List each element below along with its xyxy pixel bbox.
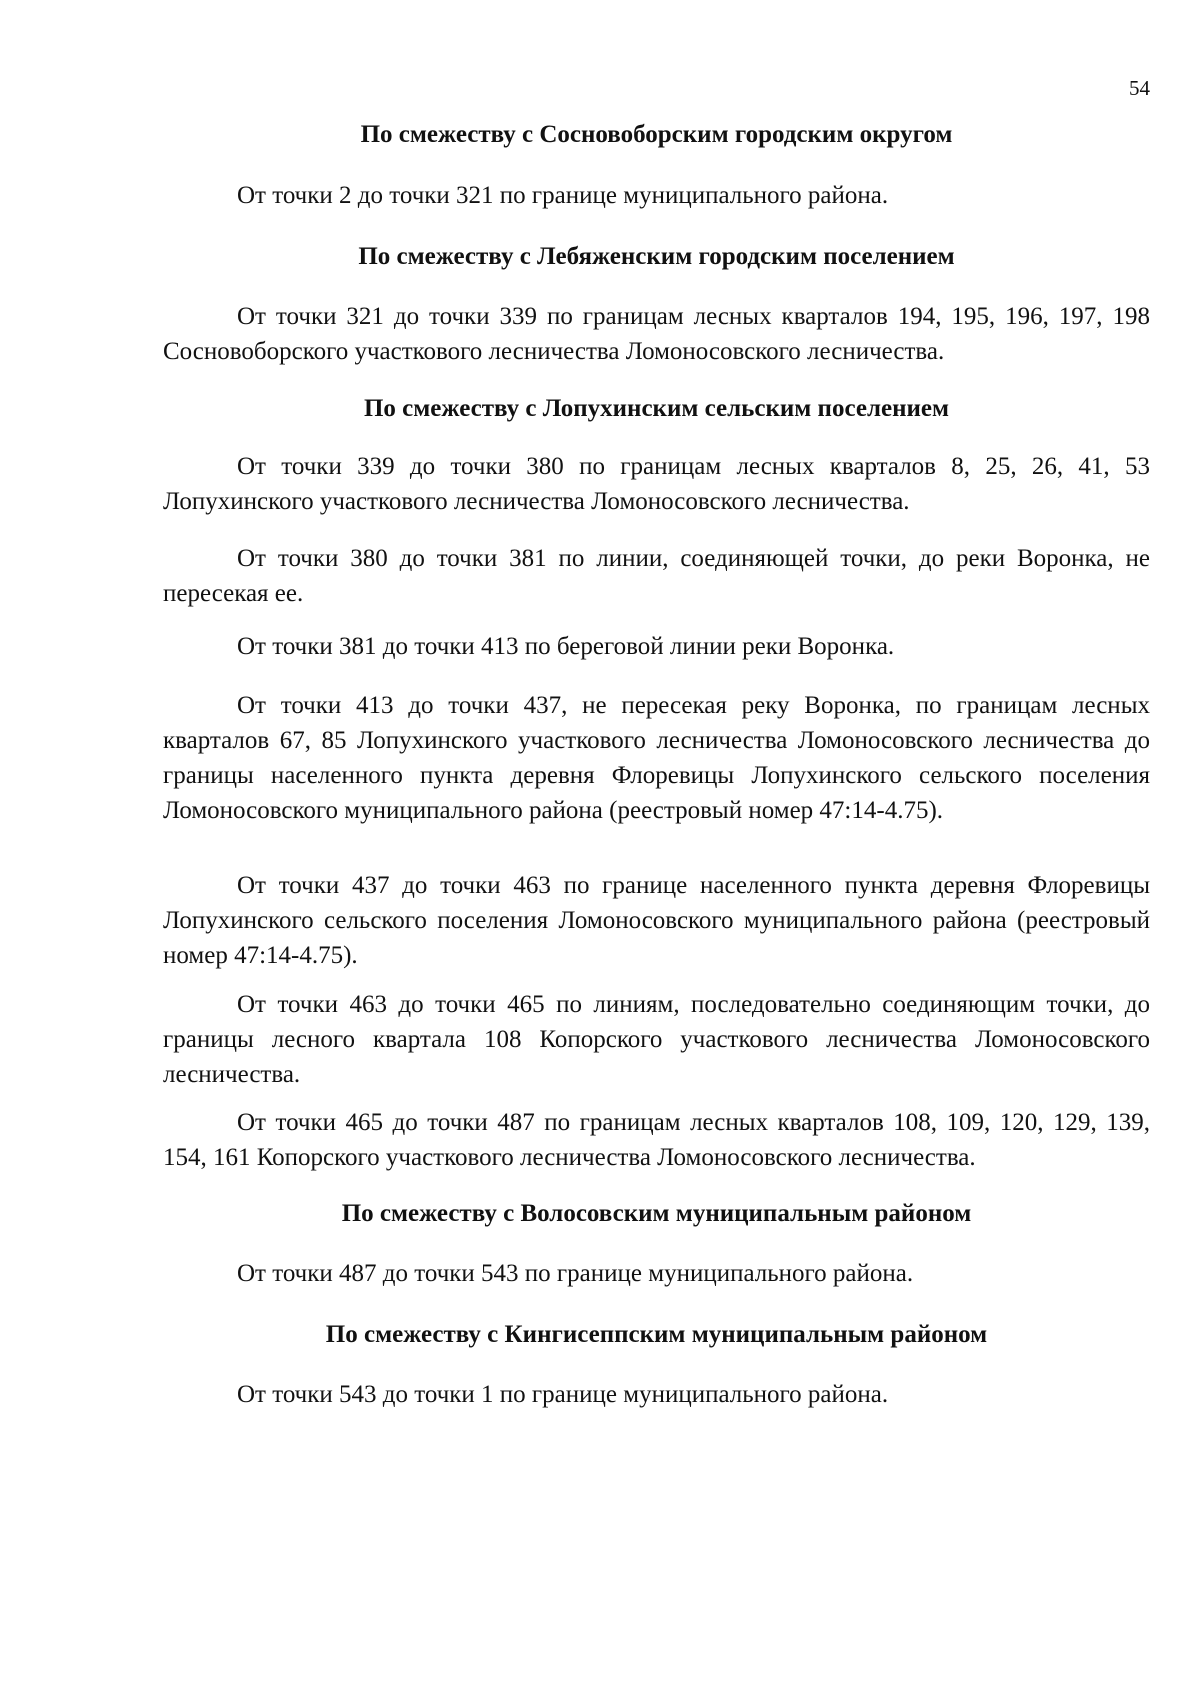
section-heading: По смежеству с Лебяженским городским поселением [358,243,955,270]
paragraph: От точки 487 до точки 543 по границе муниципального района. [237,1260,914,1287]
paragraph: От точки 380 до точки 381 по линии, соединяющей точки, до реки Воронка, не пересекая ее. [163,545,1150,607]
paragraph: От точки 339 до точки 380 по границам лесных кварталов 8, 25, 26, 41, 53 Лопухинского участкового лесничества Ломоносовского лесничества. [163,453,1150,515]
section-heading: По смежеству с Лопухинским сельским поселением [363,395,950,422]
paragraph: От точки 543 до точки 1 по границе муниципального района. [237,1381,889,1408]
page-number: 54 [1129,76,1150,100]
paragraph: От точки 465 до точки 487 по границам лесных кварталов 108, 109, 120, 129, 139, 154, 161 Копорского участкового лесничества Ломоносовского лесничества. [163,1109,1150,1171]
section-heading: По смежеству с Кингисеппским муниципальным районом [325,1321,988,1348]
section-heading: По смежеству с Сосновоборским городским округом [360,121,953,148]
paragraph: От точки 437 до точки 463 по границе населенного пункта деревня Флоревицы Лопухинского сельского поселения Ломоносовского муниципального района (реестровый номер 47:14-4.75). [163,872,1150,969]
paragraph: От точки 381 до точки 413 по береговой линии реки Воронка. [237,633,895,660]
paragraph: От точки 321 до точки 339 по границам лесных кварталов 194, 195, 196, 197, 198 Сосновоборского участкового лесничества Ломоносовского лесничества. [163,303,1150,365]
paragraph: От точки 413 до точки 437, не пересекая реку Воронка, по границам лесных кварталов 67, 85 Лопухинского участкового лесничества Ломоносовского лесничества до границы населенного пункта деревня Флоревицы Лопухинского сельского поселения Ломоносовского муниципального района (реестровый номер 47:14-4.75). [163,692,1150,824]
section-heading: По смежеству с Волосовским муниципальным районом [341,1200,972,1227]
paragraph: От точки 463 до точки 465 по линиям, последовательно соединяющим точки, до границы лесного квартала 108 Копорского участкового лесничества Ломоносовского лесничества. [163,991,1150,1088]
paragraph: От точки 2 до точки 321 по границе муниципального района. [237,182,889,209]
